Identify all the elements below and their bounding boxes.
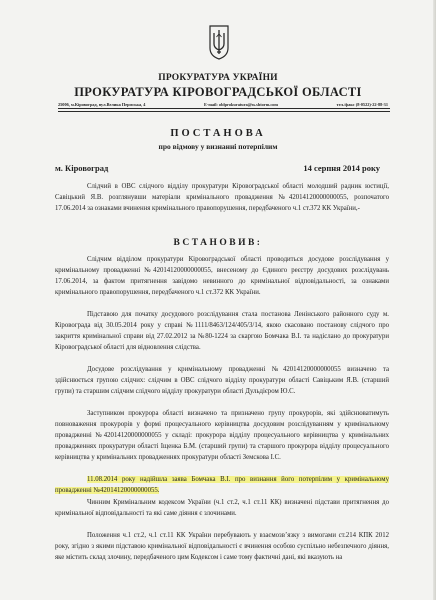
document-place: м. Кіровоград <box>55 163 109 173</box>
paragraph-1: Слідчим відділом прокуратури Кіровоградської області проводиться досудове розслідування у кримінальному провадженні №42014120000000055, внесеному до Єдиного реєстру досудових розслідувань 17.06.2014, за фактом притягнення завідомо невинного до кримінальної відповідальності, за ознаками кримінального правопорушення, передбаченого ч.1 ст.372 КК України. <box>55 256 389 296</box>
paragraph-7: Положення ч.1 ст.2, ч.1 ст.11 КК України перебувають у взаємозв’язку з вимогами ст.214 КПК 2012 року, згідно з якими підставою кримінальної відповідальності є вчинення особою суспільно небезпечного діяння, яке містить склад злочину, передбаченого цим Кодексом і саме тому фактичні дані, які вказують на <box>55 532 389 561</box>
paragraph-5 <box>55 474 389 496</box>
header-rule-thin <box>58 111 390 112</box>
paragraph-2: Підставою для початку досудового розслідування стала постанова Ленінського районного суду м. Кіровограда від 30.05.2014 року у справі №1111/8463/124/405/3/14, якою скасовано постанову слідчого про закриття кримінальної справи від 27.02.2012 за №80-1224 за скаргою Бомчака В.І. та надіслано до прокуратури Кіровоградської області для відновлення слідства. <box>55 311 389 351</box>
document-title: ПОСТАНОВА <box>170 128 266 139</box>
org-line-2: ПРОКУРАТУРА КІРОВОГРАДСЬКОЇ ОБЛАСТІ <box>74 85 362 99</box>
paragraph-6: Чинним Кримінальним кодексом України (ч.1 ст.2, ч.1 ст.11 КК) визначені підстави притягнення до кримінальної відповідальності та які саме діяння є злочинами. <box>55 499 389 517</box>
highlighted-text: 11.08.2014 року надійшла заява Бомчака В.І. про визнання його потерпілим у кримінальному провадженні №42014120000000055. <box>55 476 389 494</box>
paragraph-3: Досудове розслідування у кримінальному провадженні №42014120000000055 визначено та здійснюється групою слідчих: слідчим в ОВС слідчого відділу прокуратури області Савіцьким Я.В. (старший групи) та старшим слідчим слідчого відділу прокуратури області Дульдієром Ю.С. <box>55 366 389 395</box>
email: E-mail: oblprokuratura@ss.shtorm.com <box>204 102 278 107</box>
intro-paragraph: Слідчий в ОВС слідчого відділу прокуратури Кіровоградської області молодший радник юстиції, Савіцький Я.В. розглянувши матеріали кримінального провадження №42014120000000055, розпочатого 17.06.2014 за ознаками вчинення кримінального правопорушення, передбаченого ч.1 ст.372 КК України,- <box>55 183 389 212</box>
document-subtitle: про відмову у визнанні потерпілим <box>158 142 278 151</box>
org-line-1: ПРОКУРАТУРА УКРАЇНИ <box>158 73 278 83</box>
paragraph-4: Заступником прокурора області визначено та призначено групу прокурорів, які здійснюватимуть повноваження прокурорів у формі процесуального керівництва досудовим розслідуванням у кримінальному провадженні №42014120000000055 у складі: прокурора відділу процесуального керівництва у кримінальних провадженнях прокуратури області Іщенка Б.М. (старший групи) та старшого прокурора відділу процесуального керівництва у кримінальних провадженнях прокуратури області Земскова І.С. <box>55 410 389 461</box>
contact-line <box>58 102 388 107</box>
trident-emblem-icon <box>208 24 230 60</box>
document-date: 14 серпня 2014 року <box>303 163 380 173</box>
section-heading: ВСТАНОВИВ: <box>173 238 263 248</box>
phone: тел./факс (8-0522)-22-88-31 <box>336 102 388 107</box>
header-rule <box>58 108 390 109</box>
address: 25006, м.Кіровоград, вул.Велика Пермська, 4 <box>58 102 146 107</box>
